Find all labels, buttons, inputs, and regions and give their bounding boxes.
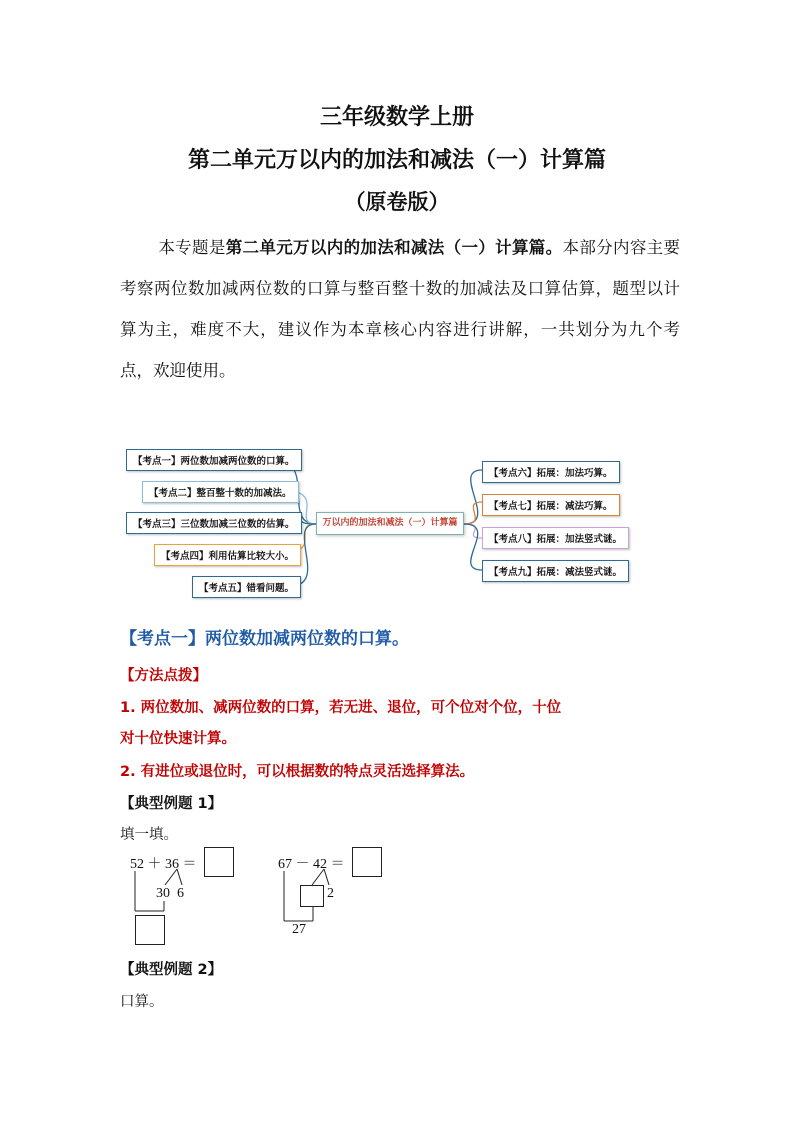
calc-b-expression: 67 － 42 ＝ (278, 857, 345, 872)
method-point-1b: 对十位快速计算。 (120, 731, 236, 747)
calc-a-split-tens: 30 (156, 886, 170, 901)
calc-b-split-ones: 2 (327, 886, 334, 901)
example2-heading: 【典型例题 2】 (120, 962, 223, 978)
example2-task: 口算。 (120, 994, 164, 1010)
intro-bold: 第二单元万以内的加法和减法（一）计算篇。 (225, 238, 563, 257)
mm-node-kaodian-6: 【考点六】拓展：加法巧算。 (482, 461, 620, 483)
mind-map (120, 440, 630, 605)
calc-b-lines (120, 845, 420, 945)
calc-diagram (120, 845, 420, 955)
mm-node-kaodian-8: 【考点八】拓展：加法竖式谜。 (482, 527, 629, 549)
doc-title: 三年级数学上册 (319, 105, 474, 130)
mm-node-kaodian-7: 【考点七】拓展：减法巧算。 (482, 494, 620, 516)
method-heading: 【方法点拨】 (120, 668, 207, 684)
doc-subtitle: 第二单元万以内的加法和减法（一）计算篇 (187, 148, 606, 173)
calc-a-expression: 52 ＋ 36 ＝ (130, 857, 197, 872)
section-heading-kaodian-1: 【考点一】两位数加减两位数的口算。 (120, 629, 409, 649)
mm-node-kaodian-9: 【考点九】拓展：减法竖式谜。 (482, 560, 629, 582)
intro-post: 本部分内容主要考察两位数加减两位数的口算与整百整十数的加减法及口算估算，题型以计算为主，难度不大，建议作为本章核心内容进行讲解，一共划分为九个考点，欢迎使用。 (120, 238, 681, 380)
calc-b-split-box[interactable] (300, 885, 324, 907)
calc-b-intermediate: 27 (292, 922, 306, 937)
example1-task: 填一填。 (120, 827, 178, 843)
calc-a-split-ones: 6 (177, 886, 184, 901)
mm-node-kaodian-2: 【考点二】整百整十数的加减法。 (142, 481, 299, 503)
example1-heading: 【典型例题 1】 (120, 796, 223, 812)
mm-node-kaodian-1: 【考点一】两位数加减两位数的口算。 (126, 449, 302, 471)
mm-node-kaodian-5: 【考点五】错看问题。 (192, 576, 301, 598)
mm-center-node: 万以内的加法和减法（一）计算篇 (316, 512, 464, 535)
intro-pre: 本专题是 (158, 238, 226, 257)
mm-node-kaodian-4: 【考点四】利用估算比较大小。 (154, 544, 301, 566)
method-point-2: 2. 有进位或退位时，可以根据数的特点灵活选择算法。 (120, 764, 475, 780)
doc-version: （原卷版） (344, 190, 450, 214)
intro-paragraph (120, 227, 680, 391)
method-point-1a: 1. 两位数加、减两位数的口算，若无进、退位，可个位对个位，十位 (120, 700, 562, 716)
mm-node-kaodian-3: 【考点三】三位数加减三位数的估算。 (126, 512, 302, 534)
